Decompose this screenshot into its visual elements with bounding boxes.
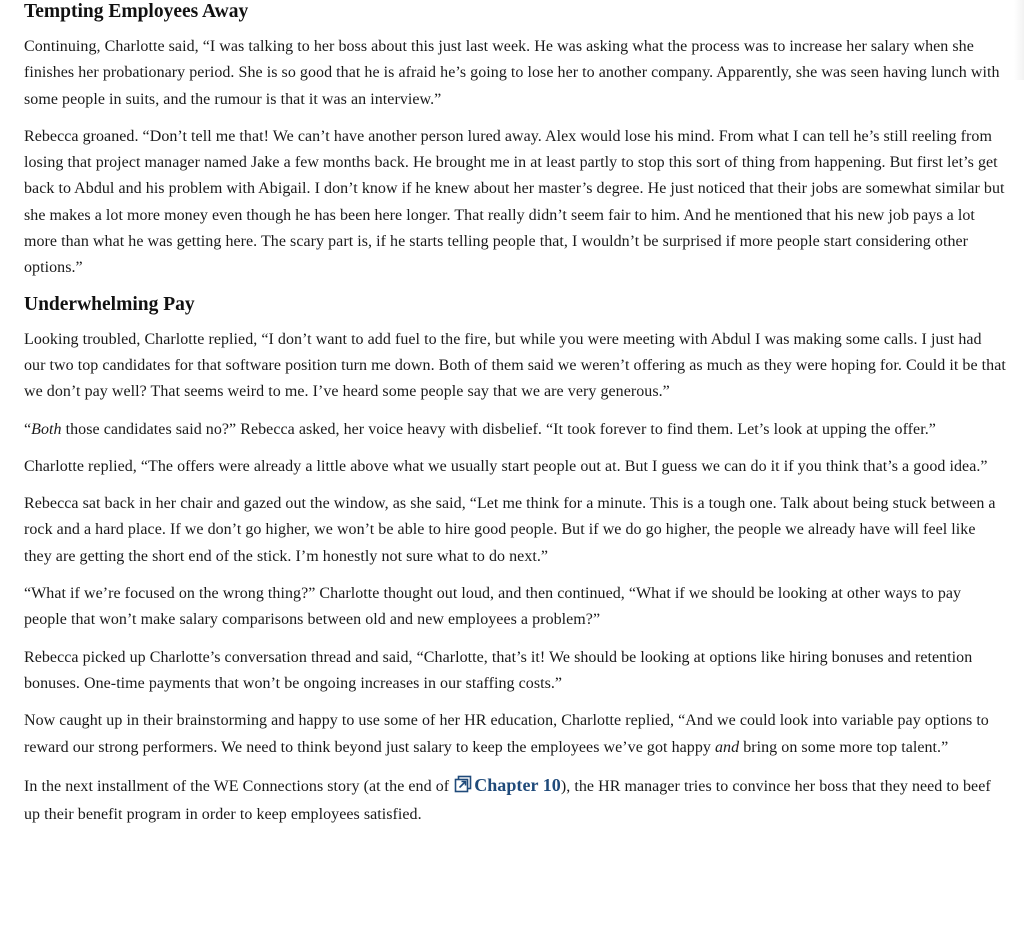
section-heading-underwhelming-pay: Underwhelming Pay: [24, 293, 195, 315]
paragraph-continuing: Continuing, Charlotte said, “I was talking to her boss about this just last week. He was asking what the process was to increase her salary when she finishes her probationary period. She is so good that he is afraid he’s going to lose her to another company. Apparently, she was seen having lunch with some people in suits, and the rumour is that it was an interview.”: [24, 38, 1000, 108]
external-link-icon: [454, 775, 472, 802]
variable-pay-before: Now caught up in their brainstorming and happy to use some of her HR education, Charlotte replied, “And we could look into variable pay options to reward our strong performers. We need to think beyond just salary to keep the employees we’ve got happy: [24, 712, 989, 756]
paragraph-wrong-thing: “What if we’re focused on the wrong thing?” Charlotte thought out loud, and then continued, “What if we should be looking at other ways to pay people that won’t make salary comparisons between old and new employees a problem?”: [24, 585, 962, 629]
paragraph-rebecca-groaned: Rebecca groaned. “Don’t tell me that! We can’t have another person lured away. Alex would lose his mind. From what I can tell he’s still reeling from losing that project manager named Jake a few months back. He brought me in at least partly to stop this sort of thing from happening. But first let’s get back to Abdul and his problem with Abigail. I don’t know if he knew about her master’s degree. He just noticed that their jobs are somewhat similar but she makes a lot more money even though he has been here longer. That really didn’t seem fair to him. And he mentioned that his new job pays a lot more than what he was getting here. The scary part is, if he starts telling people that, I wouldn’t be surprised if more people start considering other options.”: [24, 127, 1005, 277]
paragraph-rebecca-sat-back: Rebecca sat back in her chair and gazed out the window, as she said, “Let me think for a minute. This is a tough one. Talk about being stuck between a rock and a hard place. If we don’t go higher, we won’t be able to hire good people. But if we do go higher, the people we already have will feel like they are getting the short end of the stick. I’m honestly not sure what to do next.”: [24, 495, 996, 565]
emphasis-and: and: [714, 738, 740, 756]
both-paragraph-rest: those candidates said no?” Rebecca asked, her voice heavy with disbelief. “It took forever to find them. Let’s look at upping the offer.”: [61, 420, 936, 438]
paragraph-both-candidates: [24, 417, 1006, 443]
document-page: [24, 0, 1006, 839]
paragraph-offers-above: Charlotte replied, “The offers were already a little above what we usually start people out at. But I guess we can do it if you think that’s a good idea.”: [24, 457, 988, 475]
paragraph-variable-pay: [24, 708, 1006, 761]
emphasis-both: Both: [31, 420, 62, 438]
open-quote: “: [24, 420, 32, 438]
page-edge-shadow: [1014, 0, 1024, 80]
section-heading-tempting-employees: Tempting Employees Away: [24, 1, 249, 22]
paragraph-bonuses: Rebecca picked up Charlotte’s conversation thread and said, “Charlotte, that’s it! We should be looking at options like hiring bonuses and retention bonuses. One-time payments that won’t be ongoing increases in our staffing costs.”: [24, 648, 973, 692]
paragraph-looking-troubled: Looking troubled, Charlotte replied, “I don’t want to add fuel to the fire, but while you were meeting with Abdul I was making some calls. I just had our two top candidates for that software position turn me down. Both of them said we weren’t offering as much as they were hoping for. Could it be that we don’t pay well? That seems weird to me. I’ve heard some people say that we are very generous.”: [24, 330, 1006, 401]
paragraph-next-installment: [24, 772, 1006, 829]
chapter-10-link[interactable]: Chapter 10: [474, 774, 561, 795]
next-installment-before: In the next installment of the WE Connections story (at the end of: [24, 777, 454, 795]
next-installment-after: ), the HR manager tries to convince her boss that they need to beef up their benefit program in order to keep employees satisfied.: [24, 777, 991, 824]
variable-pay-after: bring on some more top talent.”: [739, 738, 949, 756]
